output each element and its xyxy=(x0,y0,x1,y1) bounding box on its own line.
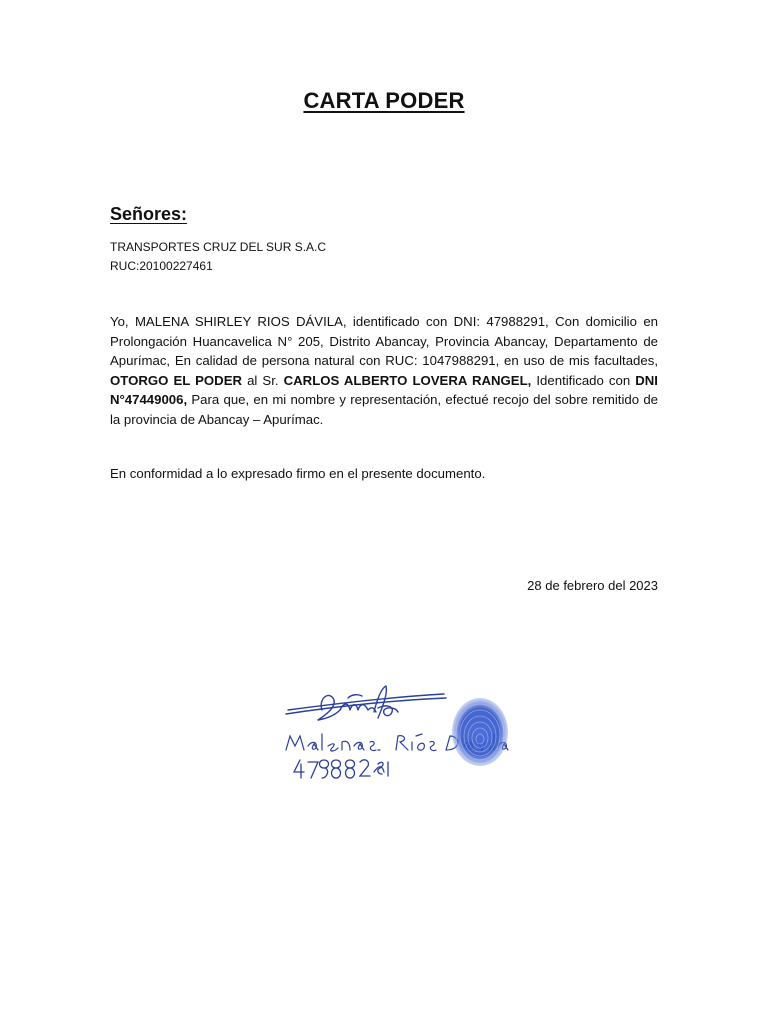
signature-block xyxy=(278,680,528,790)
salutation: Señores: xyxy=(110,204,188,224)
addressee-ruc: RUC:20100227461 xyxy=(110,259,213,273)
document-title: CARTA PODER xyxy=(303,88,465,113)
signature-scribble xyxy=(286,686,446,720)
fingerprint-mark xyxy=(452,698,508,766)
body-bold-representative: CARLOS ALBERTO LOVERA RANGEL, xyxy=(283,372,532,388)
addressee-company: TRANSPORTES CRUZ DEL SUR S.A.C xyxy=(110,240,327,254)
body-text-part-3: Identificado con xyxy=(531,372,636,388)
signature-image xyxy=(278,680,528,790)
body-bold-dni: DNI N°47449006, xyxy=(110,372,658,408)
body-text-part-2: al Sr. xyxy=(242,372,284,388)
document-date: 28 de febrero del 2023 xyxy=(527,578,658,593)
signature-dni xyxy=(294,760,388,778)
closing-statement: En conformidad a lo expresado firmo en el presente documento. xyxy=(110,466,486,481)
body-paragraph xyxy=(110,312,658,430)
body-bold-grant: OTORGO EL PODER xyxy=(110,372,243,388)
body-text-part-4: Para que, en mi nombre y representación, efectué recojo del sobre remitido de la provincia de Abancay – Apurímac. xyxy=(110,392,658,427)
addressee-block xyxy=(110,238,326,276)
body-text-part-1: Yo, MALENA SHIRLEY RIOS DÁVILA, identificado con DNI: 47988291, Con domicilio en Prolongación Huancavelica N° 205, Distrito Abancay, Provincia Abancay, Departamento de Apurímac, En calidad de persona natural con RUC: 1047988291, en uso de mis facultades, xyxy=(110,314,658,369)
